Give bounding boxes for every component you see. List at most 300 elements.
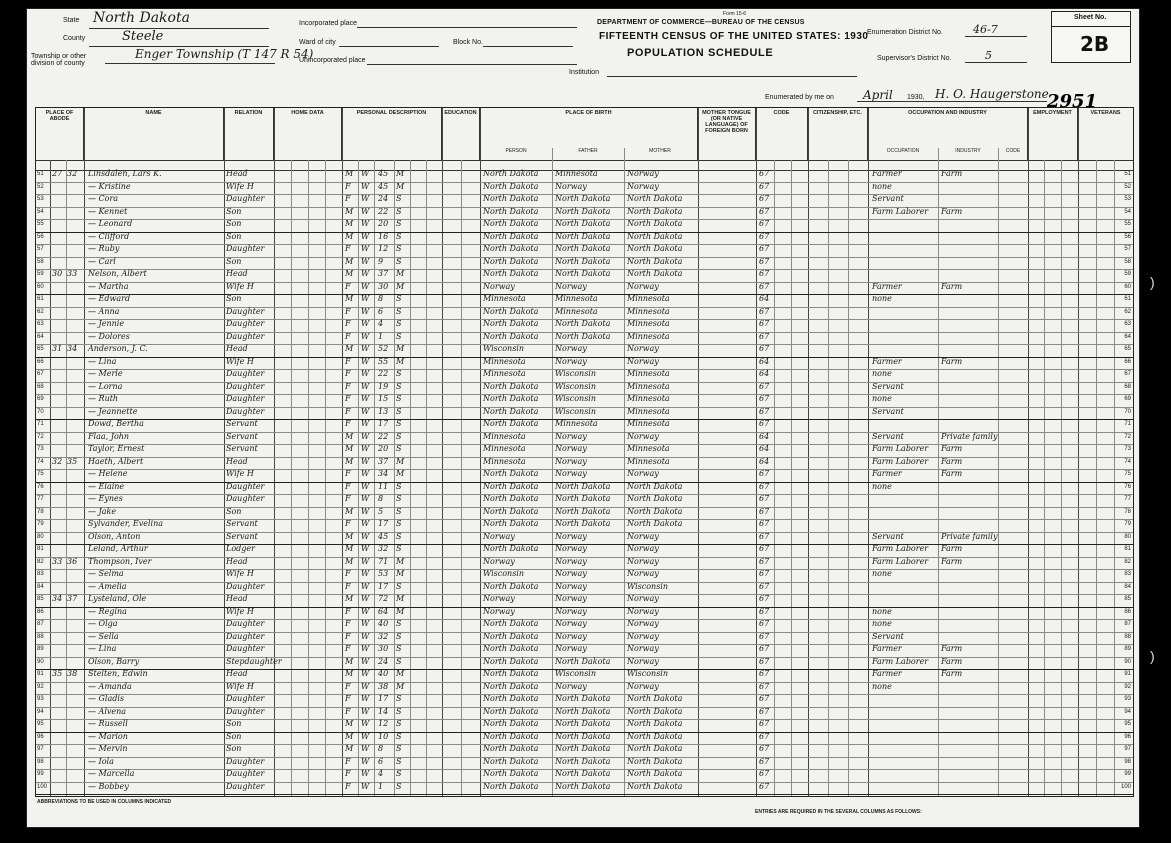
cell-rel: Servant bbox=[226, 444, 258, 453]
cell-f: North Dakota bbox=[555, 194, 611, 203]
sheet-number-box bbox=[1051, 11, 1131, 63]
cell-p: Wisconsin bbox=[483, 569, 525, 578]
cell-ms: M bbox=[396, 181, 405, 191]
cell-race: W bbox=[361, 219, 370, 228]
cell-occ: Servant bbox=[872, 631, 904, 641]
cell-ms: S bbox=[396, 531, 402, 541]
cell-f: Norway bbox=[555, 356, 587, 366]
header-veterans bbox=[1078, 108, 1133, 160]
sheet-label: Sheet No. bbox=[1074, 14, 1107, 21]
line-number: 76 bbox=[37, 483, 44, 490]
cell-sex: M bbox=[345, 456, 354, 466]
cell-name: — Cora bbox=[88, 194, 119, 203]
cell-code: 64 bbox=[759, 294, 770, 303]
cell-m: Norway bbox=[627, 431, 659, 441]
cell-m: Minnesota bbox=[627, 381, 670, 391]
cell-ms: M bbox=[396, 456, 405, 466]
cell-code: 64 bbox=[759, 369, 770, 378]
cell-age: 53 bbox=[378, 569, 389, 578]
cell-p: North Dakota bbox=[483, 781, 539, 791]
cell-code: 67 bbox=[759, 306, 770, 316]
cell-race: W bbox=[361, 756, 370, 766]
cell-f: North Dakota bbox=[555, 206, 611, 216]
cell-p: Minnesota bbox=[483, 294, 526, 303]
cell-f: North Dakota bbox=[555, 656, 611, 666]
line-number: 74 bbox=[37, 458, 44, 465]
cell-ms: S bbox=[396, 494, 402, 503]
cell-rel: Stepdaughter bbox=[226, 656, 282, 666]
cell-code: 67 bbox=[759, 769, 770, 778]
cell-m: North Dakota bbox=[627, 481, 683, 491]
cell-rel: Son bbox=[226, 231, 242, 241]
cell-code: 67 bbox=[759, 569, 770, 578]
line-number: 100 bbox=[37, 783, 48, 790]
cell-sex: F bbox=[345, 681, 351, 691]
line-number: 95 bbox=[37, 721, 44, 727]
line-number-right: 56 bbox=[1124, 233, 1131, 240]
cell-sex: M bbox=[345, 206, 354, 216]
cell-sex: F bbox=[345, 769, 351, 778]
line-number-right: 91 bbox=[1124, 671, 1131, 677]
cell-m: Minnesota bbox=[627, 456, 670, 466]
cell-code: 67 bbox=[759, 594, 770, 603]
cell-p: North Dakota bbox=[483, 194, 539, 203]
cell-m: North Dakota bbox=[627, 719, 683, 728]
cell-race: W bbox=[361, 331, 370, 341]
cell-ms: S bbox=[396, 444, 402, 453]
line-number-right: 89 bbox=[1124, 646, 1131, 652]
cell-sex: F bbox=[345, 181, 351, 191]
cell-code: 67 bbox=[759, 219, 770, 228]
cell-f: Minnesota bbox=[555, 306, 598, 316]
cell-ms: S bbox=[396, 781, 402, 791]
line-number: 99 bbox=[37, 771, 44, 777]
cell-name: Leland, Arthur bbox=[88, 544, 148, 553]
cell-name: Dowd, Bertha bbox=[88, 419, 144, 428]
line-number: 55 bbox=[37, 221, 44, 227]
cell-age: 37 bbox=[378, 456, 389, 466]
line-number-right: 53 bbox=[1124, 196, 1131, 202]
cell-ms: S bbox=[396, 644, 402, 653]
cell-ms: S bbox=[396, 394, 402, 403]
cell-age: 71 bbox=[378, 556, 389, 566]
header-place-of-abode bbox=[36, 108, 84, 160]
cell-age: 14 bbox=[378, 706, 389, 716]
cell-ms: M bbox=[396, 569, 405, 578]
cell-m: Norway bbox=[627, 169, 659, 178]
cell-code: 64 bbox=[759, 456, 770, 466]
cell-m: Norway bbox=[627, 181, 659, 191]
cell-name: — Carl bbox=[88, 256, 116, 266]
cell-f: Norway bbox=[555, 431, 587, 441]
cell-rel: Son bbox=[226, 294, 242, 303]
cell-m: Norway bbox=[627, 644, 659, 653]
cell-name: — Dolores bbox=[88, 331, 130, 341]
supervisor-underline bbox=[965, 62, 1027, 63]
cell-age: 24 bbox=[378, 656, 389, 666]
cell-rel: Head bbox=[226, 344, 248, 353]
cell-race: W bbox=[361, 631, 370, 641]
cell-rel: Head bbox=[226, 169, 248, 178]
cell-m: North Dakota bbox=[627, 219, 683, 228]
township-underline bbox=[105, 63, 275, 64]
cell-occ: Servant bbox=[872, 381, 904, 391]
cell-occ: Servant bbox=[872, 406, 904, 416]
line-number: 52 bbox=[37, 183, 44, 190]
cell-sex: M bbox=[345, 444, 354, 453]
cell-f: North Dakota bbox=[555, 244, 611, 253]
cell-race: W bbox=[361, 569, 370, 578]
cell-sex: M bbox=[345, 431, 354, 441]
cell-f: Norway bbox=[555, 531, 587, 541]
cell-m: North Dakota bbox=[627, 231, 683, 241]
cell-ind: Farm bbox=[941, 356, 963, 366]
cell-p: North Dakota bbox=[483, 669, 539, 678]
cell-f: Minnesota bbox=[555, 294, 598, 303]
cell-race: W bbox=[361, 706, 370, 716]
cell-age: 6 bbox=[378, 756, 384, 766]
cell-m: Norway bbox=[627, 569, 659, 578]
cell-race: W bbox=[361, 544, 370, 553]
cell-name: — Sella bbox=[88, 631, 119, 641]
cell-ms: S bbox=[396, 256, 402, 266]
cell-m: Minnesota bbox=[627, 306, 670, 316]
line-number-right: 81 bbox=[1124, 546, 1131, 552]
cell-rel: Daughter bbox=[226, 631, 265, 641]
cell-ind: Farm bbox=[941, 469, 963, 478]
line-number: 88 bbox=[37, 633, 44, 640]
cell-rel: Daughter bbox=[226, 481, 265, 491]
cell-race: W bbox=[361, 294, 370, 303]
line-number: 97 bbox=[37, 746, 44, 752]
cell-occ: Farm Laborer bbox=[872, 456, 929, 466]
line-number: 90 bbox=[37, 658, 44, 665]
cell-rel: Daughter bbox=[226, 769, 265, 778]
cell-f: Norway bbox=[555, 569, 587, 578]
cell-sex: F bbox=[345, 706, 351, 716]
cell-sex: F bbox=[345, 756, 351, 766]
cell-code: 64 bbox=[759, 444, 770, 453]
census-title: FIFTEENTH CENSUS OF THE UNITED STATES: 1930 bbox=[599, 31, 869, 42]
cell-code: 67 bbox=[759, 331, 770, 341]
cell-f: North Dakota bbox=[555, 781, 611, 791]
cell-m: Minnesota bbox=[627, 406, 670, 416]
cell-p: North Dakota bbox=[483, 519, 539, 528]
line-number: 57 bbox=[37, 246, 44, 252]
cell-age: 20 bbox=[378, 444, 389, 453]
cell-race: W bbox=[361, 256, 370, 266]
line-number-right: 59 bbox=[1124, 271, 1131, 277]
cell-m: Norway bbox=[627, 606, 659, 616]
cell-p: Norway bbox=[483, 531, 515, 541]
cell-f: Norway bbox=[555, 644, 587, 653]
cell-age: 30 bbox=[378, 644, 389, 653]
cell-code: 67 bbox=[759, 231, 770, 241]
enumerated-year: 1930, bbox=[907, 94, 925, 101]
enumerated-label: Enumerated by me on bbox=[765, 94, 834, 101]
cell-m: North Dakota bbox=[627, 781, 683, 791]
cell-age: 17 bbox=[378, 519, 389, 528]
cell-name: — Mervin bbox=[88, 744, 128, 753]
cell-m: North Dakota bbox=[627, 731, 683, 741]
cell-ms: S bbox=[396, 206, 402, 216]
cell-code: 67 bbox=[759, 719, 770, 728]
cell-occ: none bbox=[872, 619, 892, 628]
cell-rel: Son bbox=[226, 219, 242, 228]
header-education-text: EDUCATION bbox=[444, 110, 477, 116]
cell-occ: none bbox=[872, 569, 892, 578]
cell-code: 67 bbox=[759, 519, 770, 528]
cell-ms: M bbox=[396, 344, 405, 353]
line-number-right: 67 bbox=[1124, 371, 1131, 377]
line-number-right: 82 bbox=[1124, 558, 1131, 565]
footer-abbreviations: ABBREVIATIONS TO BE USED IN COLUMNS INDICATED bbox=[37, 799, 172, 805]
line-number: 73 bbox=[37, 446, 44, 452]
cell-f: North Dakota bbox=[555, 731, 611, 741]
cell-ms: S bbox=[396, 306, 402, 316]
cell-rel: Daughter bbox=[226, 244, 265, 253]
cell-m: Norway bbox=[627, 656, 659, 666]
cell-name: — Kristine bbox=[88, 181, 131, 191]
cell-age: 30 bbox=[378, 281, 389, 291]
cell-occ: Servant bbox=[872, 194, 904, 203]
cell-f: Minnesota bbox=[555, 419, 598, 428]
cell-f: North Dakota bbox=[555, 506, 611, 516]
cell-age: 11 bbox=[378, 481, 389, 491]
cell-dw: 33 bbox=[52, 556, 63, 566]
cell-dw: 34 bbox=[52, 594, 63, 603]
cell-occ: Farm Laborer bbox=[872, 544, 929, 553]
header-code-text: CODE bbox=[773, 110, 790, 116]
cell-name: — Amelia bbox=[88, 581, 127, 591]
cell-code: 67 bbox=[759, 244, 770, 253]
cell-ms: S bbox=[396, 769, 402, 778]
line-number-right: 99 bbox=[1124, 771, 1131, 777]
cell-sex: M bbox=[345, 669, 354, 678]
header-citizenship bbox=[808, 108, 868, 160]
cell-name: — Elaine bbox=[88, 481, 125, 491]
cell-code: 67 bbox=[759, 731, 770, 741]
enum-district-value: 46-7 bbox=[973, 23, 998, 36]
cell-name: Taylor, Ernest bbox=[88, 444, 145, 453]
line-number-right: 64 bbox=[1124, 333, 1131, 340]
cell-code: 67 bbox=[759, 344, 770, 353]
header-name bbox=[84, 108, 224, 160]
cell-race: W bbox=[361, 306, 370, 316]
cell-age: 20 bbox=[378, 219, 389, 228]
cell-m: Norway bbox=[627, 594, 659, 603]
cell-race: W bbox=[361, 669, 370, 678]
cell-race: W bbox=[361, 419, 370, 428]
cell-occ: Farm Laborer bbox=[872, 444, 929, 453]
cell-name: Linsdalen, Lars K. bbox=[88, 169, 162, 178]
line-number: 78 bbox=[37, 508, 44, 515]
cell-race: W bbox=[361, 206, 370, 216]
line-number-right: 85 bbox=[1124, 596, 1131, 602]
cell-p: North Dakota bbox=[483, 656, 539, 666]
cell-dw: 35 bbox=[52, 669, 63, 678]
cell-age: 10 bbox=[378, 731, 389, 741]
line-number-right: 52 bbox=[1124, 183, 1131, 190]
cell-race: W bbox=[361, 281, 370, 291]
cell-name: — Helene bbox=[88, 469, 128, 478]
line-number-right: 63 bbox=[1124, 321, 1131, 327]
cell-p: North Dakota bbox=[483, 181, 539, 191]
cell-sex: F bbox=[345, 419, 351, 428]
cell-code: 67 bbox=[759, 406, 770, 416]
cell-code: 67 bbox=[759, 319, 770, 328]
cell-m: Minnesota bbox=[627, 444, 670, 453]
line-number: 89 bbox=[37, 646, 44, 652]
line-number-right: 68 bbox=[1124, 383, 1131, 390]
cell-rel: Servant bbox=[226, 419, 258, 428]
line-number-right: 60 bbox=[1124, 283, 1131, 290]
cell-age: 32 bbox=[378, 544, 389, 553]
cell-race: W bbox=[361, 194, 370, 203]
cell-f: Norway bbox=[555, 456, 587, 466]
cell-race: W bbox=[361, 369, 370, 378]
cell-ms: S bbox=[396, 219, 402, 228]
cell-ind: Farm bbox=[941, 644, 963, 653]
line-number-right: 76 bbox=[1124, 483, 1131, 490]
header-personal-description bbox=[342, 108, 442, 160]
cell-rel: Head bbox=[226, 556, 248, 566]
cell-p: North Dakota bbox=[483, 694, 539, 703]
cell-f: North Dakota bbox=[555, 331, 611, 341]
cell-m: North Dakota bbox=[627, 756, 683, 766]
cell-sex: F bbox=[345, 606, 351, 616]
cell-race: W bbox=[361, 731, 370, 741]
cell-sex: M bbox=[345, 344, 354, 353]
line-number-right: 92 bbox=[1124, 683, 1131, 690]
cell-sex: F bbox=[345, 369, 351, 378]
cell-code: 67 bbox=[759, 694, 770, 703]
line-number: 51 bbox=[37, 171, 44, 177]
header-occupation-industry bbox=[868, 108, 1028, 160]
line-number-right: 90 bbox=[1124, 658, 1131, 665]
cell-ms: S bbox=[396, 406, 402, 416]
cell-rel: Wife H bbox=[226, 281, 254, 291]
cell-race: W bbox=[361, 719, 370, 728]
cell-f: North Dakota bbox=[555, 756, 611, 766]
line-number-right: 97 bbox=[1124, 746, 1131, 752]
cell-ms: S bbox=[396, 706, 402, 716]
cell-rel: Wife H bbox=[226, 681, 254, 691]
header-education bbox=[442, 108, 480, 160]
cell-f: Norway bbox=[555, 606, 587, 616]
cell-occ: none bbox=[872, 394, 892, 403]
cell-p: North Dakota bbox=[483, 631, 539, 641]
cell-ind: Farm bbox=[941, 656, 963, 666]
cell-p: North Dakota bbox=[483, 331, 539, 341]
cell-race: W bbox=[361, 181, 370, 191]
header-occupation-industry-text: OCCUPATION AND INDUSTRY bbox=[908, 110, 987, 116]
line-number-right: 88 bbox=[1124, 633, 1131, 640]
cell-occ: none bbox=[872, 294, 892, 303]
cell-race: W bbox=[361, 506, 370, 516]
cell-sex: F bbox=[345, 319, 351, 328]
cell-age: 45 bbox=[378, 181, 389, 191]
header-veterans-text: VETERANS bbox=[1090, 110, 1121, 116]
cell-f: Norway bbox=[555, 544, 587, 553]
schedule-title: POPULATION SCHEDULE bbox=[627, 47, 774, 59]
cell-name: Nelson, Albert bbox=[88, 269, 147, 278]
cell-code: 67 bbox=[759, 419, 770, 428]
cell-f: Norway bbox=[555, 619, 587, 628]
line-number-right: 57 bbox=[1124, 246, 1131, 252]
cell-f: North Dakota bbox=[555, 744, 611, 753]
line-number: 65 bbox=[37, 346, 44, 352]
cell-ms: S bbox=[396, 194, 402, 203]
line-number-right: 65 bbox=[1124, 346, 1131, 352]
cell-sex: M bbox=[345, 169, 354, 178]
cell-race: W bbox=[361, 381, 370, 391]
cell-p: North Dakota bbox=[483, 419, 539, 428]
cell-name: — Russell bbox=[88, 719, 128, 728]
cell-f: Wisconsin bbox=[555, 394, 597, 403]
state-underline bbox=[89, 28, 269, 29]
cell-code: 67 bbox=[759, 469, 770, 478]
cell-fam: 32 bbox=[67, 169, 78, 178]
line-number-right: 69 bbox=[1124, 396, 1131, 402]
line-number: 59 bbox=[37, 271, 44, 277]
cell-f: North Dakota bbox=[555, 256, 611, 266]
cell-ms: S bbox=[396, 519, 402, 528]
cell-race: W bbox=[361, 681, 370, 691]
cell-sex: F bbox=[345, 631, 351, 641]
cell-sex: F bbox=[345, 619, 351, 628]
institution-underline bbox=[607, 76, 857, 77]
cell-rel: Wife H bbox=[226, 606, 254, 616]
cell-sex: F bbox=[345, 356, 351, 366]
cell-race: W bbox=[361, 644, 370, 653]
cell-p: North Dakota bbox=[483, 244, 539, 253]
cell-m: North Dakota bbox=[627, 494, 683, 503]
cell-ms: S bbox=[396, 694, 402, 703]
cell-age: 8 bbox=[378, 294, 384, 303]
cell-sex: F bbox=[345, 244, 351, 253]
line-number-right: 83 bbox=[1124, 571, 1131, 577]
line-number: 81 bbox=[37, 546, 44, 552]
supervisor-label: Supervisor's District No. bbox=[877, 55, 952, 62]
cell-p: North Dakota bbox=[483, 394, 539, 403]
cell-race: W bbox=[361, 781, 370, 791]
line-number-right: 66 bbox=[1124, 358, 1131, 365]
cell-code: 67 bbox=[759, 631, 770, 641]
cell-ms: S bbox=[396, 731, 402, 741]
cell-sex: M bbox=[345, 219, 354, 228]
enumerator-signature: H. O. Haugerstone bbox=[935, 87, 1049, 101]
cell-rel: Head bbox=[226, 594, 248, 603]
cell-race: W bbox=[361, 169, 370, 178]
cell-m: North Dakota bbox=[627, 244, 683, 253]
cell-age: 16 bbox=[378, 231, 389, 241]
cell-ms: M bbox=[396, 681, 405, 691]
cell-occ: none bbox=[872, 481, 892, 491]
cell-ms: S bbox=[396, 719, 402, 728]
cell-rel: Head bbox=[226, 456, 248, 466]
cell-m: North Dakota bbox=[627, 519, 683, 528]
line-number-right: 51 bbox=[1124, 171, 1131, 177]
cell-ind: Farm bbox=[941, 444, 963, 453]
cell-ms: S bbox=[396, 756, 402, 766]
cell-f: Norway bbox=[555, 581, 587, 591]
cell-f: Wisconsin bbox=[555, 406, 597, 416]
cell-f: North Dakota bbox=[555, 481, 611, 491]
line-number: 56 bbox=[37, 233, 44, 240]
cell-age: 9 bbox=[378, 256, 384, 266]
cell-m: Minnesota bbox=[627, 369, 670, 378]
